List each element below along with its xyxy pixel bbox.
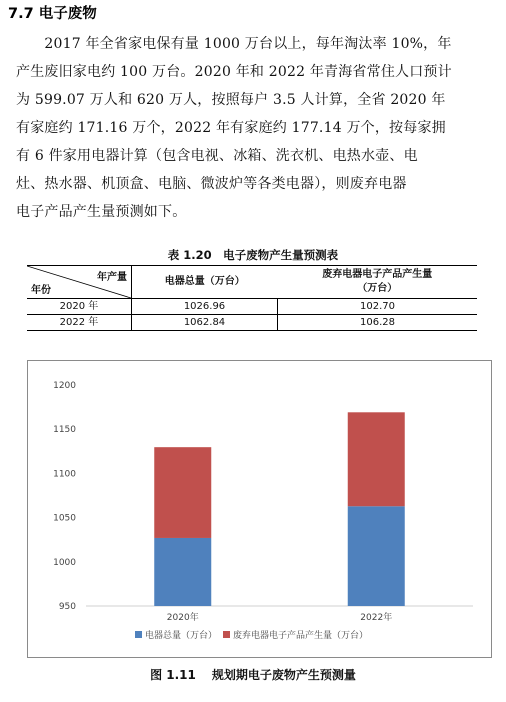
table-row (27, 299, 477, 315)
paragraph-line: 2017 年全省家电保有量 1000 万台以上，每年淘汰率 10%，年 (16, 36, 452, 52)
bar-waste-0 (154, 447, 211, 538)
bar-total-0 (154, 538, 211, 606)
x-tick-label: 2020年 (166, 613, 199, 623)
legend-swatch (135, 631, 142, 638)
bar-waste-1 (348, 412, 405, 506)
diagonal-header-cell (27, 266, 132, 299)
x-tick-label: 2022年 (360, 613, 393, 623)
y-tick-label: 950 (58, 602, 76, 612)
figure-caption (0, 666, 506, 683)
y-tick-label: 1000 (53, 557, 76, 568)
table-row (27, 315, 477, 331)
figure-title: 规划期电子废物产生预测量 (211, 668, 356, 682)
forecast-table (27, 265, 477, 331)
paragraph-line: 电子产品产生量预测如下。 (16, 204, 187, 220)
table-header-row (27, 266, 477, 299)
row-waste: 102.70 (277, 299, 477, 315)
row-year: 2022 年 (27, 315, 132, 331)
header-output-label: 年产量 (97, 272, 127, 283)
paragraph-line: 灶、热水器、机顶盒、电脑、微波炉等各类电器），则废弃电器 (16, 176, 407, 192)
legend-label: 电器总量（万台） (145, 631, 218, 641)
y-tick-label: 1100 (53, 469, 76, 480)
paragraph-line: 有 6 件家用电器计算（包含电视、冰箱、洗衣机、电热水壶、电 (16, 148, 418, 164)
row-year: 2020 年 (27, 299, 132, 315)
header-year-label: 年份 (31, 285, 51, 296)
paragraph-line: 为 599.07 万人和 620 万人，按照每户 3.5 人计算，全省 2020 年 (16, 92, 446, 108)
row-total: 1062.84 (132, 315, 278, 331)
chart-container (27, 360, 492, 658)
row-total: 1026.96 (132, 299, 278, 315)
legend-swatch (223, 631, 230, 638)
bar-total-1 (348, 506, 405, 606)
row-waste: 106.28 (277, 315, 477, 331)
header-waste-line1: 废弃电器电子产品产生量 (322, 269, 433, 280)
y-tick-label: 1200 (53, 381, 76, 391)
figure-number: 图 1.11 (150, 668, 196, 682)
y-tick-label: 1050 (53, 513, 76, 524)
legend-label: 废弃电器电子产品产生量（万台） (233, 631, 369, 641)
header-total-appliances: 电器总量（万台） (132, 266, 278, 299)
section-title: 7.7 电子废物 (8, 6, 97, 22)
stacked-bar-chart (28, 361, 491, 657)
header-waste-line2: （万台） (357, 283, 398, 294)
y-tick-label: 1150 (53, 425, 76, 436)
paragraph-line: 产生废旧家电约 100 万台。2020 年和 2022 年青海省常住人口预计 (16, 64, 452, 80)
paragraph-line: 有家庭约 171.16 万个，2022 年有家庭约 177.14 万个，按每家拥 (16, 120, 446, 136)
body-paragraph (16, 30, 490, 226)
header-waste-output (277, 266, 477, 299)
table-caption: 表 1.20 电子废物产生量预测表 (167, 248, 339, 262)
